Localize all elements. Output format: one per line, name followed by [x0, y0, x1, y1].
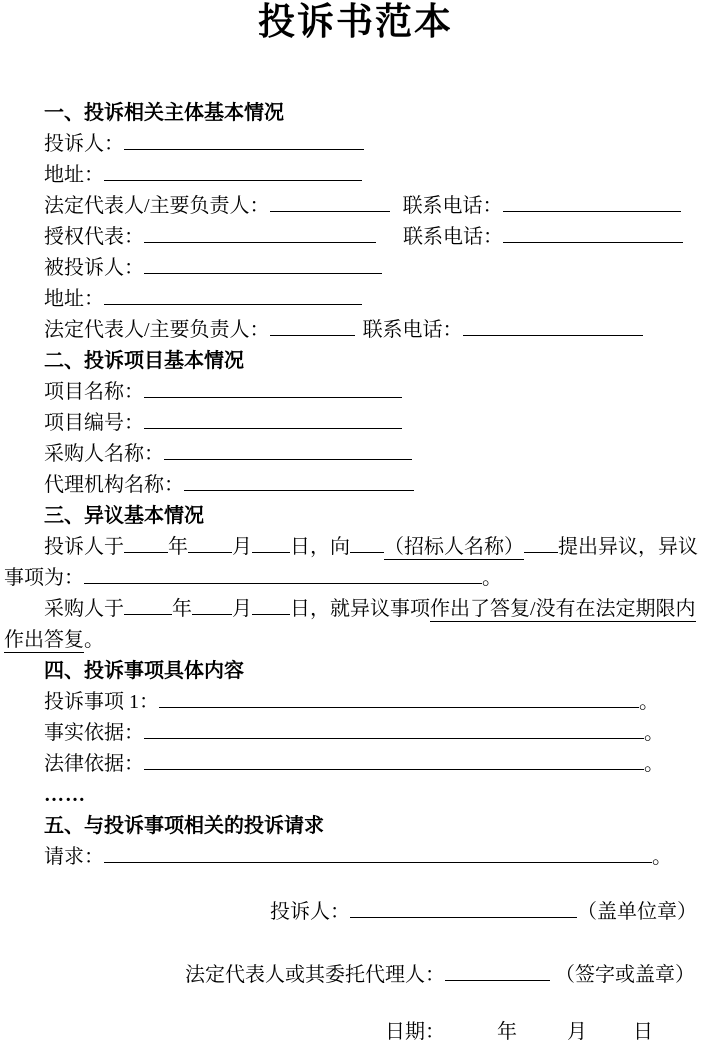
tenderer-name-placeholder: （招标人名称） — [384, 536, 524, 558]
phone-blank — [503, 222, 683, 243]
seal-note: （盖单位章） — [577, 901, 697, 923]
complainant-row — [0, 129, 711, 160]
date-year-space — [445, 1018, 497, 1038]
period: 。 — [644, 753, 664, 775]
respondent-blank — [144, 253, 382, 274]
complainant-address-row — [0, 160, 711, 191]
complaint-item1-label: 投诉事项 1： — [44, 691, 159, 713]
year-label: 年 — [497, 1021, 517, 1043]
objection-matter-row — [0, 563, 711, 594]
agency-blank — [184, 470, 414, 491]
year-blank — [124, 532, 168, 553]
fact-basis-row — [0, 718, 711, 749]
date-day-space — [587, 1018, 633, 1038]
address-label: 地址： — [44, 288, 104, 310]
period: 。 — [482, 567, 502, 589]
purchaser-blank — [164, 439, 412, 460]
purchaser-reply-paragraph-line2 — [0, 625, 711, 656]
section5-heading: 五、与投诉事项相关的投诉请求 — [44, 815, 324, 837]
phone-label: 联系电话： — [402, 195, 503, 217]
agency-label: 代理机构名称： — [44, 474, 184, 496]
respondent-address-row — [0, 284, 711, 315]
section4-heading: 四、投诉事项具体内容 — [44, 660, 244, 682]
month-blank — [188, 532, 232, 553]
purchaser-label: 采购人名称： — [44, 443, 164, 465]
signature-complainant-blank — [350, 897, 577, 918]
signature-complainant-label: 投诉人： — [270, 901, 350, 923]
objection-date-paragraph-line1 — [0, 532, 711, 563]
complaint-item1-blank — [159, 687, 639, 708]
legal-rep-label: 法定代表人/主要负责人： — [44, 195, 270, 217]
tenderer-name-blank — [350, 532, 384, 553]
reply-choice-underlined: 作出了答复/没有在法定期限内 — [430, 598, 696, 620]
phone-label: 联系电话： — [362, 319, 463, 341]
legal-rep-blank — [270, 315, 355, 336]
signature-legal-rep-blank — [445, 960, 550, 981]
legal-basis-row — [0, 749, 711, 780]
authorized-rep-blank — [144, 222, 376, 243]
sign-note: （签字或盖章） — [555, 964, 695, 986]
request-row — [0, 842, 711, 873]
date-label: 日期： — [385, 1021, 445, 1043]
request-blank — [104, 842, 652, 863]
period: 。 — [644, 722, 664, 744]
respondent-label: 被投诉人： — [44, 257, 144, 279]
section2-heading: 二、投诉项目基本情况 — [44, 350, 244, 372]
phone-label: 联系电话： — [403, 226, 503, 248]
year-label: 年 — [168, 536, 188, 558]
respondent-legal-rep-row — [0, 315, 711, 346]
month-label: 月 — [232, 598, 252, 620]
respondent-row — [0, 253, 711, 284]
request-label: 请求： — [44, 846, 104, 868]
legal-rep-blank — [270, 191, 390, 212]
day-blank — [252, 532, 290, 553]
day-blank — [252, 594, 290, 615]
complainant-label: 投诉人： — [44, 133, 124, 155]
period: 。 — [639, 691, 659, 713]
reply-choice-underlined: 作出答复 — [4, 629, 84, 651]
project-number-label: 项目编号： — [44, 412, 144, 434]
year-blank — [124, 594, 172, 615]
date-month-space — [517, 1018, 567, 1038]
purchaser-row — [0, 439, 711, 470]
fact-basis-label: 事实依据： — [44, 722, 144, 744]
legal-basis-blank — [144, 749, 644, 770]
section3-heading: 三、异议基本情况 — [44, 505, 204, 527]
phone-blank — [503, 191, 681, 212]
authorized-rep-row — [0, 222, 711, 253]
complainant-legal-rep-row — [0, 191, 711, 222]
project-name-blank — [144, 377, 402, 398]
legal-basis-label: 法律依据： — [44, 753, 144, 775]
signature-legal-rep-row — [0, 960, 711, 991]
reply-text: 采购人于 — [44, 598, 124, 620]
project-number-row — [0, 408, 711, 439]
address-label: 地址： — [44, 164, 104, 186]
objection-text: 提出异议，异议 — [558, 536, 698, 558]
period: 。 — [652, 846, 672, 868]
day-label: 日 — [633, 1021, 653, 1043]
agency-row — [0, 470, 711, 501]
objection-matter-label: 事项为： — [4, 567, 84, 589]
respondent-address-blank — [104, 284, 362, 305]
month-label: 月 — [567, 1021, 587, 1043]
document-body — [0, 98, 711, 1044]
complainant-address-blank — [104, 160, 362, 181]
year-label: 年 — [172, 598, 192, 620]
reply-text: 日，就异议事项 — [290, 598, 430, 620]
month-label: 月 — [232, 536, 252, 558]
authorized-rep-label: 授权代表： — [44, 226, 144, 248]
tenderer-name-blank — [524, 532, 558, 553]
month-blank — [192, 594, 232, 615]
objection-text: 日，向 — [290, 536, 350, 558]
period: 。 — [84, 629, 104, 651]
complainant-blank — [124, 129, 364, 150]
more-items-ellipsis: …… — [44, 784, 86, 806]
project-number-blank — [144, 408, 402, 429]
signature-complainant-row — [0, 897, 711, 928]
purchaser-reply-paragraph-line1 — [0, 594, 711, 625]
signature-legal-rep-label: 法定代表人或其委托代理人： — [185, 964, 445, 986]
date-row — [0, 1017, 711, 1044]
objection-text: 投诉人于 — [44, 536, 124, 558]
page-title: 投诉书范本 — [258, 2, 453, 43]
objection-matter-blank — [84, 563, 482, 584]
project-name-row — [0, 377, 711, 408]
complaint-item1-row — [0, 687, 711, 718]
fact-basis-blank — [144, 718, 644, 739]
project-name-label: 项目名称： — [44, 381, 144, 403]
legal-rep-label: 法定代表人/主要负责人： — [44, 319, 270, 341]
section1-heading: 一、投诉相关主体基本情况 — [44, 102, 284, 124]
phone-blank — [463, 315, 643, 336]
